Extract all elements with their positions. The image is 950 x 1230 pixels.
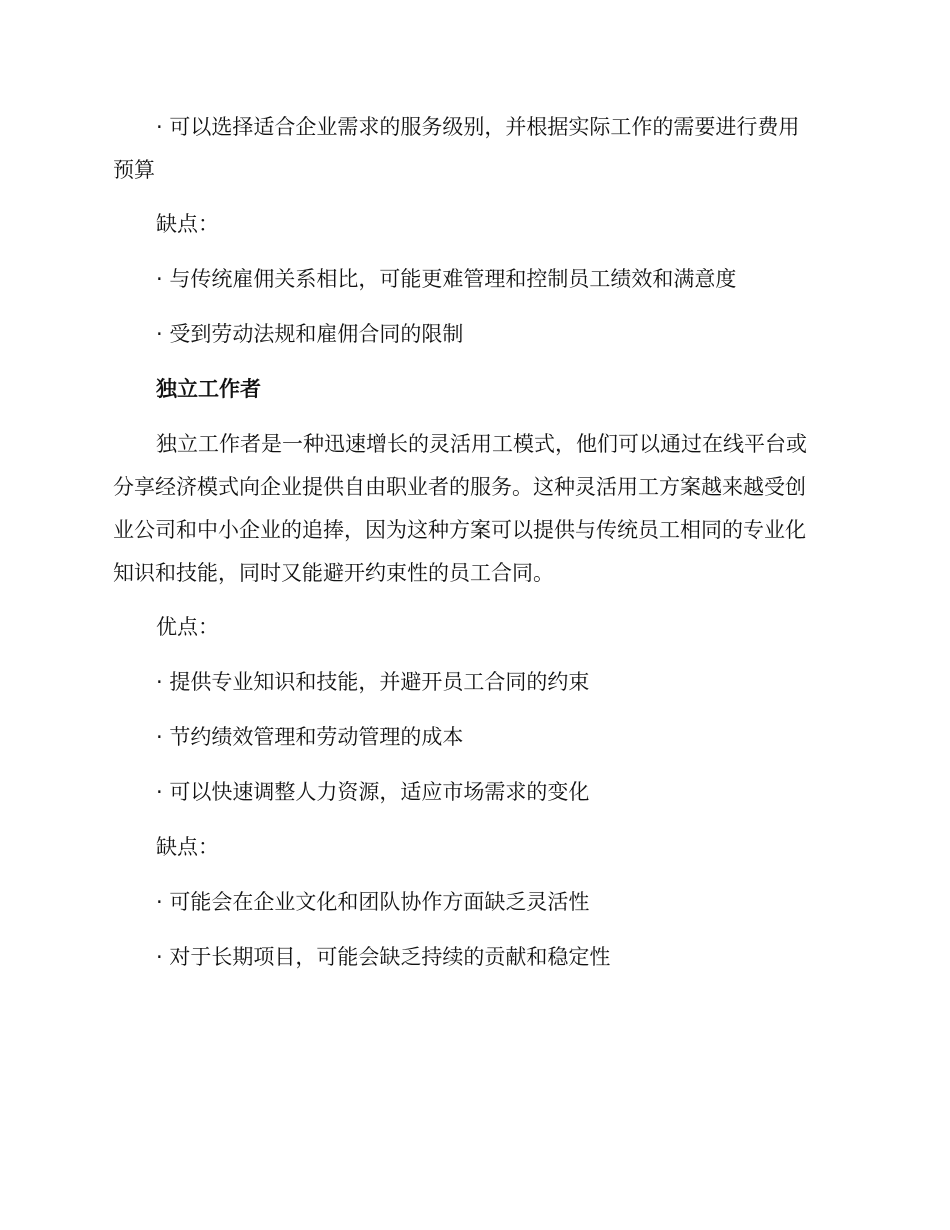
cons-label: 缺点： [156, 212, 219, 236]
bullet-item: · 与传统雇佣关系相比，可能更难管理和控制员工绩效和满意度 [156, 267, 737, 291]
cons-label: 缺点： [156, 835, 219, 859]
paragraph-line: 独立工作者是一种迅速增长的灵活用工模式，他们可以通过在线平台或 [156, 432, 807, 456]
pros-label: 优点： [156, 615, 219, 639]
section-heading: 独立工作者 [156, 377, 261, 401]
bullet-item: · 对于长期项目，可能会缺乏持续的贡献和稳定性 [156, 945, 611, 969]
bullet-item-continuation: 预算 [113, 158, 155, 182]
bullet-item: · 节约绩效管理和劳动管理的成本 [156, 725, 464, 749]
bullet-item: · 可以选择适合企业需求的服务级别，并根据实际工作的需要进行费用 [156, 115, 800, 139]
paragraph-line: 业公司和中小企业的追捧，因为这种方案可以提供与传统员工相同的专业化 [113, 518, 806, 542]
bullet-item: · 可以快速调整人力资源，适应市场需求的变化 [156, 780, 590, 804]
paragraph-line: 分享经济模式向企业提供自由职业者的服务。这种灵活用工方案越来越受创 [113, 475, 806, 499]
bullet-item: · 受到劳动法规和雇佣合同的限制 [156, 322, 464, 346]
paragraph-line: 知识和技能，同时又能避开约束性的员工合同。 [113, 561, 554, 585]
bullet-item: · 可能会在企业文化和团队协作方面缺乏灵活性 [156, 890, 590, 914]
bullet-item: · 提供专业知识和技能，并避开员工合同的约束 [156, 670, 590, 694]
